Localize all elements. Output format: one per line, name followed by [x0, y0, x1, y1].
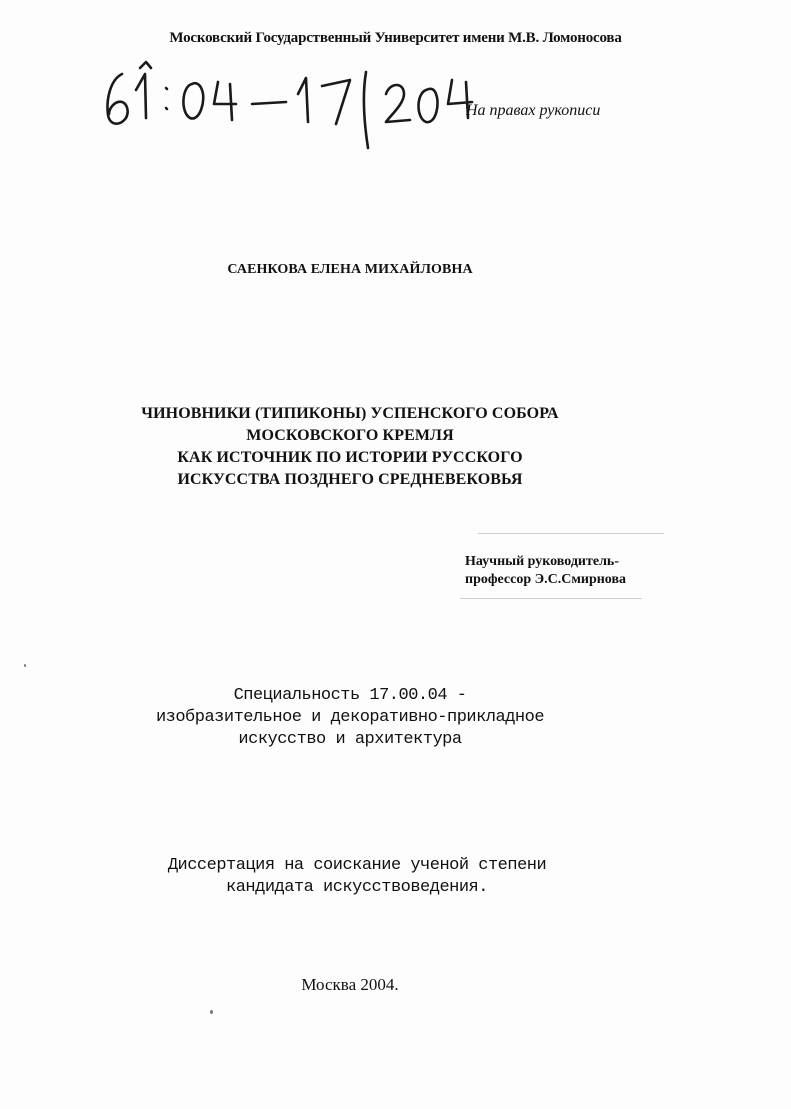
handwritten-shelfmark — [100, 60, 480, 150]
scan-speck — [24, 664, 26, 667]
specialty-line: искусство и архитектура — [238, 730, 462, 749]
supervisor-block — [465, 553, 626, 589]
city-year: Москва 2004. — [301, 975, 399, 994]
title-line: ИСКУССТВА ПОЗДНЕГО СРЕДНЕВЕКОВЬЯ — [177, 471, 523, 488]
rights-note: На правах рукописи — [466, 102, 601, 119]
supervisor-line: Научный руководитель- — [465, 554, 619, 569]
scan-artifact-line — [460, 598, 642, 599]
scan-speck — [210, 1010, 213, 1014]
dissertation-title — [0, 403, 700, 491]
degree-statement — [0, 855, 714, 899]
author-name: САЕНКОВА ЕЛЕНА МИХАЙЛОВНА — [227, 262, 473, 277]
title-line: МОСКОВСКОГО КРЕМЛЯ — [246, 427, 454, 444]
scan-artifact-line — [478, 533, 664, 534]
supervisor-line: профессор Э.С.Смирнова — [465, 572, 627, 587]
specialty-block — [0, 685, 700, 751]
degree-line: кандидата искусствоведения. — [226, 878, 488, 897]
title-line: ЧИНОВНИКИ (ТИПИКОНЫ) УСПЕНСКОГО СОБОРА — [141, 405, 559, 422]
degree-line: Диссертация на соискание ученой степени — [167, 856, 547, 875]
specialty-line: Специальность 17.00.04 - — [233, 686, 467, 705]
specialty-line: изобразительное и декоративно-прикладное — [155, 708, 545, 727]
university-name: Московский Государственный Университет имени М.В. Ломоносова — [169, 30, 622, 46]
title-line: КАК ИСТОЧНИК ПО ИСТОРИИ РУССКОГО — [177, 449, 523, 466]
